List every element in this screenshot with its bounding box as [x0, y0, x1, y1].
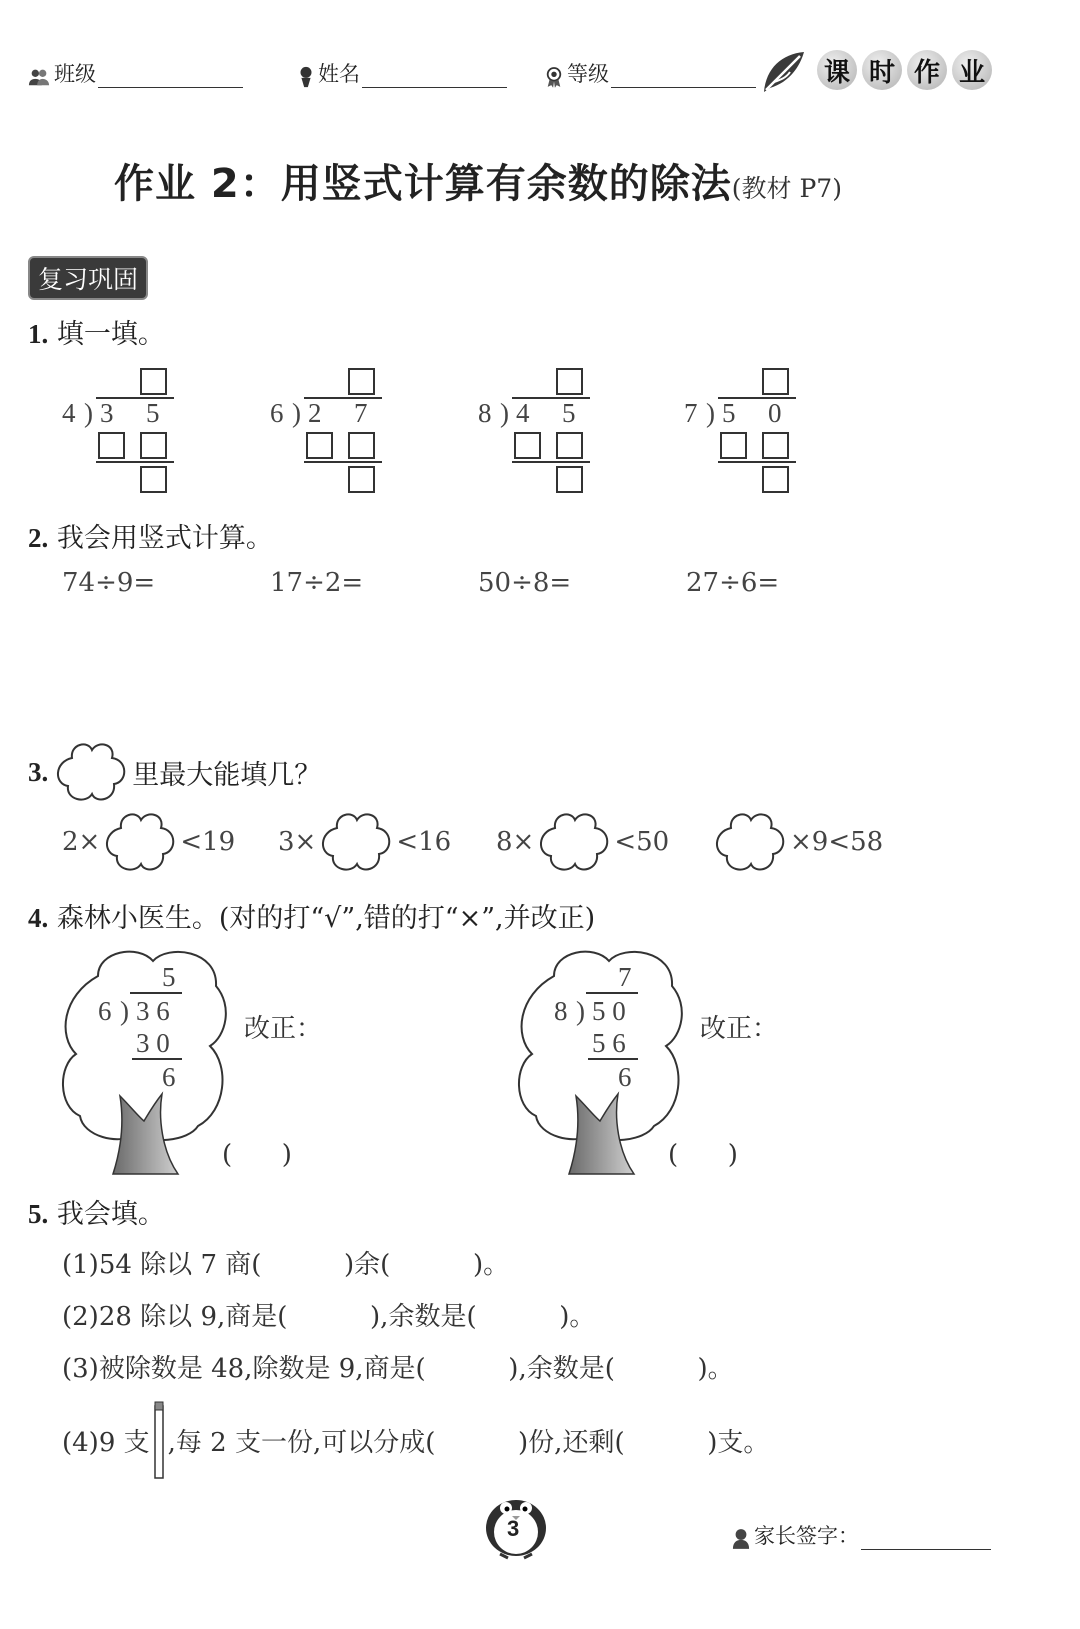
- quotient: 7: [618, 962, 632, 992]
- parent-sign-blank[interactable]: [861, 1527, 991, 1550]
- product-box-1[interactable]: [514, 432, 541, 459]
- page-number: 3: [507, 1516, 520, 1541]
- correct-label: 改正：: [700, 1014, 779, 1044]
- q5-item-4-post: ,每 2 支一份,可以分成( )份,还剩( )支。: [167, 1427, 770, 1458]
- divisor: 7: [684, 398, 698, 428]
- q1-division-3: [474, 366, 604, 496]
- q5-item-3: (3)被除数是 48,除数是 9,商是( ),余数是( )。: [62, 1354, 734, 1384]
- q3-number: 3.: [28, 756, 49, 787]
- subtract-line: [132, 1058, 182, 1060]
- q2-heading: [28, 516, 273, 555]
- name-field: [298, 58, 507, 88]
- leaf-logo-icon: [760, 48, 808, 96]
- q1-heading: [28, 312, 165, 351]
- dividend-digit-2: 5: [146, 398, 160, 428]
- divisor: 8: [554, 996, 568, 1026]
- q3-text: 里最大能填几？: [132, 759, 322, 791]
- cloud-answer-icon[interactable]: [710, 808, 790, 876]
- quotient-box[interactable]: [556, 368, 583, 395]
- q4-number: 4.: [28, 903, 49, 933]
- q3-item-1: [62, 808, 235, 876]
- division-bracket: ): [576, 996, 585, 1026]
- parent-sign-field: [732, 1520, 991, 1550]
- quotient-box[interactable]: [140, 368, 167, 395]
- q4-tree-1: [58, 946, 478, 1186]
- dividend-digit-1: 5: [722, 398, 736, 428]
- grade-label: 等级: [567, 62, 609, 86]
- quotient-box[interactable]: [348, 368, 375, 395]
- q2-expr-4: 27÷6=: [686, 568, 780, 598]
- division-bracket: ): [292, 398, 301, 428]
- q3-item-post: <50: [614, 827, 670, 857]
- q3-item-2: [278, 808, 451, 876]
- remainder: 6: [162, 1062, 176, 1092]
- subtract-line: [304, 461, 382, 463]
- remainder: 6: [618, 1062, 632, 1092]
- dividend-digit-1: 4: [516, 398, 530, 428]
- pencil-icon: [152, 1400, 166, 1480]
- name-label: 姓名: [318, 62, 360, 86]
- judge-bracket[interactable]: ( ): [222, 1140, 292, 1170]
- dividend-digit-1: 2: [308, 398, 322, 428]
- q3-item-post: <19: [180, 827, 236, 857]
- q1-text: 填一填。: [56, 319, 165, 350]
- remainder-box[interactable]: [348, 466, 375, 493]
- division-bracket: ): [500, 398, 509, 428]
- section-badge: 复习巩固: [28, 256, 148, 300]
- q5-item-2: (2)28 除以 9,商是( ),余数是( )。: [62, 1302, 596, 1332]
- product-box-2[interactable]: [762, 432, 789, 459]
- q4-heading: [28, 896, 595, 935]
- product: 3 0: [136, 1028, 170, 1058]
- judge-bracket[interactable]: ( ): [668, 1140, 738, 1170]
- person-icon: [732, 1528, 750, 1550]
- brand-char-1: 课: [817, 50, 857, 90]
- q3-item-4: [710, 808, 883, 876]
- subtract-line: [588, 1058, 638, 1060]
- division-bracket: ): [706, 398, 715, 428]
- division-bar: [586, 992, 638, 994]
- remainder-box[interactable]: [140, 466, 167, 493]
- subtract-line: [512, 461, 590, 463]
- tree-icon: [514, 946, 694, 1181]
- quotient: 5: [162, 962, 176, 992]
- dividend-digit-2: 7: [354, 398, 368, 428]
- divisor: 6: [98, 996, 112, 1026]
- q2-text: 我会用竖式计算。: [56, 523, 273, 554]
- dividend: 5 0: [592, 996, 626, 1026]
- q3-item-post: ×9<58: [790, 827, 884, 857]
- grade-blank[interactable]: [611, 65, 756, 88]
- grade-field: [545, 58, 756, 88]
- dividend-digit-1: 3: [100, 398, 114, 428]
- parent-sign-label: 家长签字：: [754, 1524, 859, 1548]
- product-box-2[interactable]: [556, 432, 583, 459]
- q3-item-pre: 3×: [278, 827, 317, 857]
- q2-expr-1: 74÷9=: [62, 568, 156, 598]
- product-box-2[interactable]: [348, 432, 375, 459]
- tree-icon: [58, 946, 238, 1181]
- division-bar: [130, 992, 182, 994]
- product-box-1[interactable]: [98, 432, 125, 459]
- q2-number: 2.: [28, 523, 49, 553]
- page-title: [114, 152, 842, 209]
- class-blank[interactable]: [98, 65, 243, 88]
- medal-icon: [545, 66, 563, 88]
- subtract-line: [718, 461, 796, 463]
- cloud-shape-icon: [52, 738, 130, 806]
- q2-expr-2: 17÷2=: [270, 568, 364, 598]
- q3-item-post: <16: [396, 827, 452, 857]
- brand-char-2: 时: [862, 50, 902, 90]
- person-icon: [298, 66, 314, 88]
- q3-item-3: [496, 808, 669, 876]
- remainder-box[interactable]: [762, 466, 789, 493]
- title-note: (教材 P7): [731, 174, 842, 203]
- product: 5 6: [592, 1028, 626, 1058]
- cloud-answer-icon[interactable]: [534, 808, 614, 876]
- subtract-line: [96, 461, 174, 463]
- q5-heading: [28, 1192, 165, 1231]
- divisor: 6: [270, 398, 284, 428]
- divisor: 4: [62, 398, 76, 428]
- product-box-1[interactable]: [306, 432, 333, 459]
- q1-division-1: [58, 366, 188, 496]
- dividend-digit-2: 5: [562, 398, 576, 428]
- dividend: 3 6: [136, 996, 170, 1026]
- q3-item-pre: 2×: [62, 827, 101, 857]
- q4-tree-2: [514, 946, 934, 1186]
- product-box-1[interactable]: [720, 432, 747, 459]
- class-label: 班级: [54, 62, 96, 86]
- students-icon: [28, 66, 50, 88]
- q1-number: 1.: [28, 319, 49, 349]
- q1-division-4: [680, 366, 810, 496]
- brand-char-4: 业: [952, 50, 992, 90]
- remainder-box[interactable]: [556, 466, 583, 493]
- q5-item-4: [62, 1400, 769, 1480]
- q5-item-1: (1)54 除以 7 商( )余( )。: [62, 1250, 510, 1280]
- cloud-answer-icon[interactable]: [100, 808, 180, 876]
- correct-label: 改正：: [244, 1014, 323, 1044]
- cloud-answer-icon[interactable]: [316, 808, 396, 876]
- product-box-2[interactable]: [140, 432, 167, 459]
- brand-char-3: 作: [907, 50, 947, 90]
- q4-text: 森林小医生。(对的打“√”,错的打“×”,并改正): [56, 903, 596, 934]
- q5-item-4-pre: (4)9 支: [62, 1427, 150, 1458]
- q5-number: 5.: [28, 1199, 49, 1229]
- division-bracket: ): [120, 996, 129, 1026]
- title-main: 作业 2：用竖式计算有余数的除法: [114, 161, 732, 207]
- q3-item-pre: 8×: [496, 827, 535, 857]
- class-field: [28, 58, 243, 88]
- quotient-box[interactable]: [762, 368, 789, 395]
- name-blank[interactable]: [362, 65, 507, 88]
- division-bracket: ): [84, 398, 93, 428]
- q3-heading: [28, 738, 321, 806]
- q2-expr-3: 50÷8=: [478, 568, 572, 598]
- q1-division-2: [266, 366, 396, 496]
- divisor: 8: [478, 398, 492, 428]
- q5-text: 我会填。: [56, 1199, 165, 1230]
- dividend-digit-2: 0: [768, 398, 782, 428]
